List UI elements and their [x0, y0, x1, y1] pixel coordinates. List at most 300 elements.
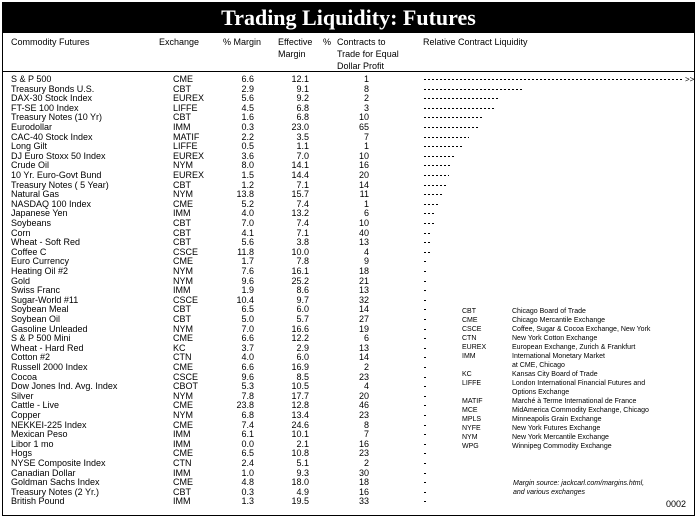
row-name: Long Gilt — [11, 141, 48, 152]
table-row — [3, 171, 694, 180]
row-exchange: CME — [173, 198, 193, 209]
table-row — [3, 152, 694, 161]
table-row — [3, 248, 694, 257]
row-name: CAC-40 Stock Index — [11, 131, 93, 142]
row-name: Soybeans — [11, 218, 52, 228]
header-exchange: Exchange — [159, 37, 200, 47]
row-effective-margin: 17.7 — [291, 390, 309, 401]
row-exchange: CBT — [173, 179, 191, 190]
table-row — [3, 161, 694, 170]
table-row — [3, 75, 694, 84]
header-contracts-2: Trade for Equal — [337, 49, 399, 59]
row-effective-margin: 16.6 — [291, 323, 309, 334]
table-row — [3, 85, 694, 94]
header-margin: % Margin — [223, 37, 262, 47]
row-effective-margin: 9.3 — [296, 467, 309, 478]
liquidity-bar — [424, 146, 464, 147]
row-margin: 4.0 — [241, 208, 254, 219]
legend-item — [462, 398, 692, 406]
row-exchange: NYM — [173, 390, 193, 401]
row-name: Soybean Meal — [11, 304, 69, 315]
liquidity-bar — [424, 386, 426, 387]
row-contracts: 14 — [358, 304, 369, 315]
legend-name: International Monetary Market — [512, 353, 605, 360]
row-exchange: CBT — [173, 237, 191, 248]
row-name: Cattle - Live — [11, 400, 60, 411]
legend-name: Coffee, Sugar & Cocoa Exchange, New York — [512, 326, 651, 333]
row-exchange: CBT — [173, 227, 191, 238]
row-contracts: 6 — [363, 333, 369, 344]
liquidity-bar — [424, 223, 434, 224]
row-effective-margin: 12.8 — [291, 400, 309, 411]
row-margin: 8.0 — [241, 160, 254, 171]
legend-name: London International Financial Futures and — [512, 380, 646, 387]
row-effective-margin: 6.0 — [296, 352, 309, 363]
row-exchange: NYM — [173, 275, 193, 286]
row-exchange: LIFFE — [173, 102, 198, 113]
row-effective-margin: 5.7 — [296, 314, 309, 324]
row-name: DJ Euro Stoxx 50 Index — [11, 150, 106, 161]
table-row — [3, 286, 694, 295]
liquidity-bar — [424, 271, 428, 272]
row-exchange: CME — [173, 256, 193, 267]
legend-item — [462, 443, 692, 451]
legend-abbr: KC — [462, 371, 472, 378]
legend-item — [462, 317, 692, 325]
row-name: Copper — [11, 410, 41, 420]
row-name: 10 Yr. Euro-Govt Bund — [11, 170, 102, 180]
row-contracts: 8 — [363, 419, 369, 430]
liquidity-bar — [424, 444, 426, 445]
liquidity-bar — [424, 425, 426, 426]
row-exchange: CME — [173, 400, 193, 411]
row-name: British Pound — [11, 496, 65, 507]
row-effective-margin: 3.5 — [296, 131, 309, 142]
row-margin: 6.6 — [241, 362, 254, 372]
liquidity-bar — [424, 137, 469, 138]
legend-abbr: MATIF — [462, 398, 483, 405]
row-effective-margin: 7.4 — [296, 218, 309, 228]
legend-name: Marché à Terme International de France — [512, 398, 637, 405]
legend-name: Winnipeg Commodity Exchange — [512, 443, 612, 450]
row-contracts: 46 — [358, 400, 369, 411]
legend-item — [462, 407, 692, 415]
row-name: Wheat - Hard Red — [11, 342, 84, 353]
liquidity-bar — [424, 185, 446, 186]
row-margin: 7.0 — [241, 218, 254, 228]
row-effective-margin: 14.1 — [291, 160, 309, 171]
row-effective-margin: 6.8 — [296, 102, 309, 113]
liquidity-bar — [424, 213, 436, 214]
row-contracts: 10 — [358, 112, 369, 123]
row-margin: 3.6 — [241, 150, 254, 161]
row-margin: 1.7 — [241, 256, 254, 267]
row-exchange: CBT — [173, 314, 191, 324]
row-effective-margin: 13.2 — [291, 208, 309, 219]
row-effective-margin: 5.1 — [296, 458, 309, 468]
liquidity-bar — [424, 117, 484, 118]
liquidity-bar — [424, 194, 444, 195]
row-exchange: NYM — [173, 160, 193, 171]
row-margin: 9.6 — [241, 371, 254, 382]
row-exchange: EUREX — [173, 150, 205, 161]
row-contracts: 19 — [358, 323, 369, 334]
row-exchange: CSCE — [173, 294, 199, 305]
table-row — [3, 267, 694, 276]
legend-name: Minneapolis Grain Exchange — [512, 416, 602, 423]
liquidity-bar — [424, 338, 426, 339]
liquidity-bar — [424, 415, 426, 416]
row-margin: 5.6 — [241, 237, 254, 248]
table-row — [3, 229, 694, 238]
row-margin: 6.8 — [241, 410, 254, 420]
table-row — [3, 133, 694, 142]
row-margin: 1.5 — [241, 170, 254, 180]
liquidity-bar — [424, 405, 426, 406]
row-name: S & P 500 Mini — [11, 333, 71, 344]
row-contracts: 23 — [358, 371, 369, 382]
row-effective-margin: 10.1 — [291, 429, 309, 440]
row-contracts: 14 — [358, 179, 369, 190]
row-exchange: IMM — [173, 208, 191, 219]
source-note-1: Margin source: jackcarl.com/margins.html, — [513, 480, 645, 487]
row-name: Gold — [11, 275, 31, 286]
row-effective-margin: 25.2 — [291, 275, 309, 286]
row-contracts: 16 — [358, 486, 369, 497]
liquidity-bar — [424, 204, 438, 205]
table-row — [3, 142, 694, 151]
row-name: Canadian Dollar — [11, 467, 76, 478]
row-name: DAX-30 Stock Index — [11, 93, 93, 104]
row-exchange: KC — [173, 342, 186, 353]
liquidity-bar — [424, 434, 426, 435]
table-row — [3, 488, 694, 497]
row-name: Dow Jones Ind. Avg. Index — [11, 381, 118, 392]
row-margin: 7.4 — [241, 419, 254, 430]
row-effective-margin: 7.1 — [296, 227, 309, 238]
row-name: Russell 2000 Index — [11, 362, 88, 372]
liquidity-bar — [424, 252, 430, 253]
row-contracts: 3 — [363, 102, 369, 113]
row-margin: 6.1 — [241, 429, 254, 440]
row-contracts: 27 — [358, 314, 369, 324]
row-exchange: EUREX — [173, 170, 205, 180]
row-margin: 3.7 — [241, 342, 254, 353]
row-effective-margin: 9.7 — [296, 294, 309, 305]
liquidity-bar — [424, 98, 499, 99]
row-name: NEKKEI-225 Index — [11, 419, 87, 430]
row-margin: 7.8 — [241, 390, 254, 401]
row-contracts: 32 — [358, 294, 369, 305]
row-effective-margin: 7.8 — [296, 256, 309, 267]
row-exchange: CSCE — [173, 246, 199, 257]
table-row — [3, 123, 694, 132]
row-name: Treasury Notes (10 Yr) — [11, 112, 103, 123]
row-name: Silver — [11, 390, 34, 401]
row-contracts: 7 — [363, 429, 369, 440]
legend-abbr: NYFE — [462, 425, 481, 432]
liquidity-bar — [424, 319, 426, 320]
row-contracts: 30 — [358, 467, 369, 478]
liquidity-bar — [424, 329, 426, 330]
row-effective-margin: 7.1 — [296, 179, 309, 190]
row-contracts: 16 — [358, 438, 369, 449]
row-contracts: 16 — [358, 160, 369, 171]
liquidity-bar — [424, 453, 426, 454]
row-effective-margin: 10.8 — [291, 448, 309, 459]
liquidity-bar — [424, 242, 430, 243]
row-exchange: CBOT — [173, 381, 199, 392]
row-effective-margin: 14.4 — [291, 170, 309, 180]
liquidity-bar — [424, 290, 428, 291]
row-name: Wheat - Soft Red — [11, 237, 81, 248]
row-name: FT-SE 100 Index — [11, 102, 79, 113]
liquidity-bar — [424, 281, 428, 282]
row-contracts: 7 — [363, 131, 369, 142]
row-effective-margin: 9.2 — [296, 93, 309, 104]
row-name: NYSE Composite Index — [11, 458, 106, 468]
row-name: NASDAQ 100 Index — [11, 198, 92, 209]
row-effective-margin: 13.4 — [291, 410, 309, 420]
row-name: Crude Oil — [11, 160, 50, 171]
row-effective-margin: 2.9 — [296, 342, 309, 353]
row-effective-margin: 19.5 — [291, 496, 309, 507]
row-exchange: IMM — [173, 429, 191, 440]
header-contracts-1: Contracts to — [337, 37, 386, 47]
table-row — [3, 181, 694, 190]
row-exchange: NYM — [173, 266, 193, 276]
row-name: Coffee C — [11, 246, 47, 257]
row-name: Heating Oil #2 — [11, 266, 69, 276]
row-margin: 1.9 — [241, 285, 254, 296]
page-code: 0002 — [665, 499, 686, 509]
row-effective-margin: 23.0 — [291, 122, 309, 132]
row-name: Cotton #2 — [11, 352, 51, 363]
row-margin: 7.0 — [241, 323, 254, 334]
row-effective-margin: 2.1 — [296, 438, 309, 449]
liquidity-bar — [424, 396, 426, 397]
row-effective-margin: 24.6 — [291, 419, 309, 430]
table-row — [3, 113, 694, 122]
liquidity-bar — [424, 156, 454, 157]
row-name: Treasury Notes ( 5 Year) — [11, 179, 109, 190]
liquidity-bar — [424, 127, 479, 128]
row-margin: 1.0 — [241, 467, 254, 478]
liquidity-bar — [424, 501, 426, 502]
legend-item — [462, 389, 692, 397]
row-exchange: CBT — [173, 304, 191, 315]
table-row — [3, 497, 694, 506]
row-effective-margin: 6.8 — [296, 112, 309, 123]
table-row — [3, 238, 694, 247]
row-exchange: NYM — [173, 410, 193, 420]
header-contracts-3: Dollar Profit — [337, 61, 385, 71]
liquidity-bar — [424, 492, 426, 493]
row-contracts: 1 — [363, 198, 369, 209]
legend-abbr: CME — [462, 317, 478, 324]
row-margin: 9.6 — [241, 275, 254, 286]
legend-abbr: CTN — [462, 335, 477, 342]
liquidity-bar — [424, 108, 494, 109]
row-name: Sugar-World #11 — [11, 294, 79, 305]
row-contracts: 20 — [358, 390, 369, 401]
row-effective-margin: 1.1 — [296, 141, 309, 152]
legend-abbr: NYM — [462, 434, 478, 441]
row-effective-margin: 10.0 — [291, 246, 309, 257]
header-liquidity: Relative Contract Liquidity — [423, 37, 528, 47]
legend-abbr: MCE — [462, 407, 478, 414]
row-exchange: CTN — [173, 458, 192, 468]
row-margin: 1.6 — [241, 112, 254, 123]
header-effective-2: Margin — [278, 49, 306, 59]
row-exchange: IMM — [173, 467, 191, 478]
liquidity-bar — [424, 348, 426, 349]
legend-abbr: WPG — [462, 443, 479, 450]
table-row — [3, 190, 694, 199]
row-margin: 5.6 — [241, 93, 254, 104]
row-contracts: 40 — [358, 227, 369, 238]
row-margin: 4.8 — [241, 477, 254, 488]
row-effective-margin: 12.1 — [291, 74, 309, 84]
row-exchange: EUREX — [173, 93, 205, 104]
table-row — [3, 459, 694, 468]
liquidity-bar — [424, 377, 426, 378]
liquidity-bar — [424, 367, 426, 368]
row-exchange: LIFFE — [173, 141, 198, 152]
legend-item — [462, 308, 692, 316]
table-row — [3, 200, 694, 209]
row-name: Swiss Franc — [11, 285, 61, 296]
legend-name: New York Mercantile Exchange — [512, 434, 609, 441]
overflow-arrow: >> — [685, 75, 695, 84]
row-exchange: IMM — [173, 496, 191, 507]
row-name: S & P 500 — [11, 74, 52, 84]
header-divider — [3, 71, 694, 72]
row-margin: 0.5 — [241, 141, 254, 152]
legend-item — [462, 362, 692, 370]
legend-item — [462, 353, 692, 361]
row-exchange: CBT — [173, 83, 191, 94]
row-contracts: 13 — [358, 237, 369, 248]
row-contracts: 9 — [363, 256, 369, 267]
row-contracts: 13 — [358, 285, 369, 296]
row-exchange: IMM — [173, 285, 191, 296]
row-contracts: 10 — [358, 150, 369, 161]
row-margin: 7.6 — [241, 266, 254, 276]
row-effective-margin: 15.7 — [291, 189, 309, 200]
row-margin: 4.0 — [241, 352, 254, 363]
liquidity-bar — [424, 233, 432, 234]
table-row — [3, 296, 694, 305]
row-contracts: 13 — [358, 342, 369, 353]
row-exchange: NYM — [173, 189, 193, 200]
legend-item — [462, 371, 692, 379]
row-exchange: CBT — [173, 112, 191, 123]
legend-item — [462, 335, 692, 343]
legend-item — [462, 416, 692, 424]
row-effective-margin: 7.4 — [296, 198, 309, 209]
row-exchange: CME — [173, 74, 193, 84]
row-margin: 2.4 — [241, 458, 254, 468]
row-margin: 13.8 — [236, 189, 254, 200]
table-row — [3, 219, 694, 228]
legend-item — [462, 434, 692, 442]
liquidity-bar — [424, 482, 426, 483]
row-margin: 1.2 — [241, 179, 254, 190]
row-margin: 5.0 — [241, 314, 254, 324]
row-exchange: CME — [173, 419, 193, 430]
row-exchange: CSCE — [173, 371, 199, 382]
row-margin: 6.5 — [241, 304, 254, 315]
legend-abbr: EUREX — [462, 344, 487, 351]
row-name: Eurodollar — [11, 122, 53, 132]
row-name: Libor 1 mo — [11, 438, 54, 449]
row-effective-margin: 8.6 — [296, 285, 309, 296]
legend-abbr: CBT — [462, 308, 476, 315]
legend-abbr: IMM — [462, 353, 476, 360]
table-row — [3, 469, 694, 478]
row-effective-margin: 4.9 — [296, 486, 309, 497]
row-name: Mexican Peso — [11, 429, 68, 440]
legend-item — [462, 326, 692, 334]
row-name: Gasoline Unleaded — [11, 323, 88, 334]
table-row — [3, 277, 694, 286]
row-margin: 4.5 — [241, 102, 254, 113]
header-effective-1: Effective — [278, 37, 313, 47]
row-name: Treasury Bonds U.S. — [11, 83, 95, 94]
legend-abbr: CSCE — [462, 326, 482, 333]
row-margin: 1.3 — [241, 496, 254, 507]
row-exchange: IMM — [173, 122, 191, 132]
legend-name: New York Cotton Exchange — [512, 335, 598, 342]
row-contracts: 8 — [363, 83, 369, 94]
row-name: Natural Gas — [11, 189, 60, 200]
row-exchange: CBT — [173, 218, 191, 228]
row-contracts: 6 — [363, 208, 369, 219]
liquidity-bar — [424, 463, 426, 464]
row-margin: 5.3 — [241, 381, 254, 392]
row-contracts: 65 — [358, 122, 369, 132]
row-contracts: 10 — [358, 218, 369, 228]
row-contracts: 21 — [358, 275, 369, 286]
header-percent: % — [323, 37, 332, 47]
row-name: Cocoa — [11, 371, 38, 382]
row-contracts: 33 — [358, 496, 369, 507]
liquidity-bar — [424, 300, 428, 301]
liquidity-bar — [424, 79, 684, 80]
legend-name: Chicago Mercantile Exchange — [512, 317, 605, 324]
row-name: Japanese Yen — [11, 208, 68, 219]
row-contracts: 1 — [363, 74, 369, 84]
row-effective-margin: 12.2 — [291, 333, 309, 344]
table-row — [3, 104, 694, 113]
table-row — [3, 209, 694, 218]
row-margin: 10.4 — [236, 294, 254, 305]
liquidity-bar — [424, 473, 426, 474]
legend-name: New York Futures Exchange — [512, 425, 601, 432]
row-name: Euro Currency — [11, 256, 70, 267]
row-contracts: 18 — [358, 477, 369, 488]
row-name: Soybean Oil — [11, 314, 61, 324]
row-exchange: CBT — [173, 486, 191, 497]
row-margin: 4.1 — [241, 227, 254, 238]
legend-name: Kansas City Board of Trade — [512, 371, 598, 378]
row-margin: 0.3 — [241, 122, 254, 132]
row-exchange: MATIF — [173, 131, 200, 142]
row-margin: 11.8 — [237, 246, 254, 257]
row-effective-margin: 16.1 — [291, 266, 309, 276]
legend-item — [462, 380, 692, 388]
